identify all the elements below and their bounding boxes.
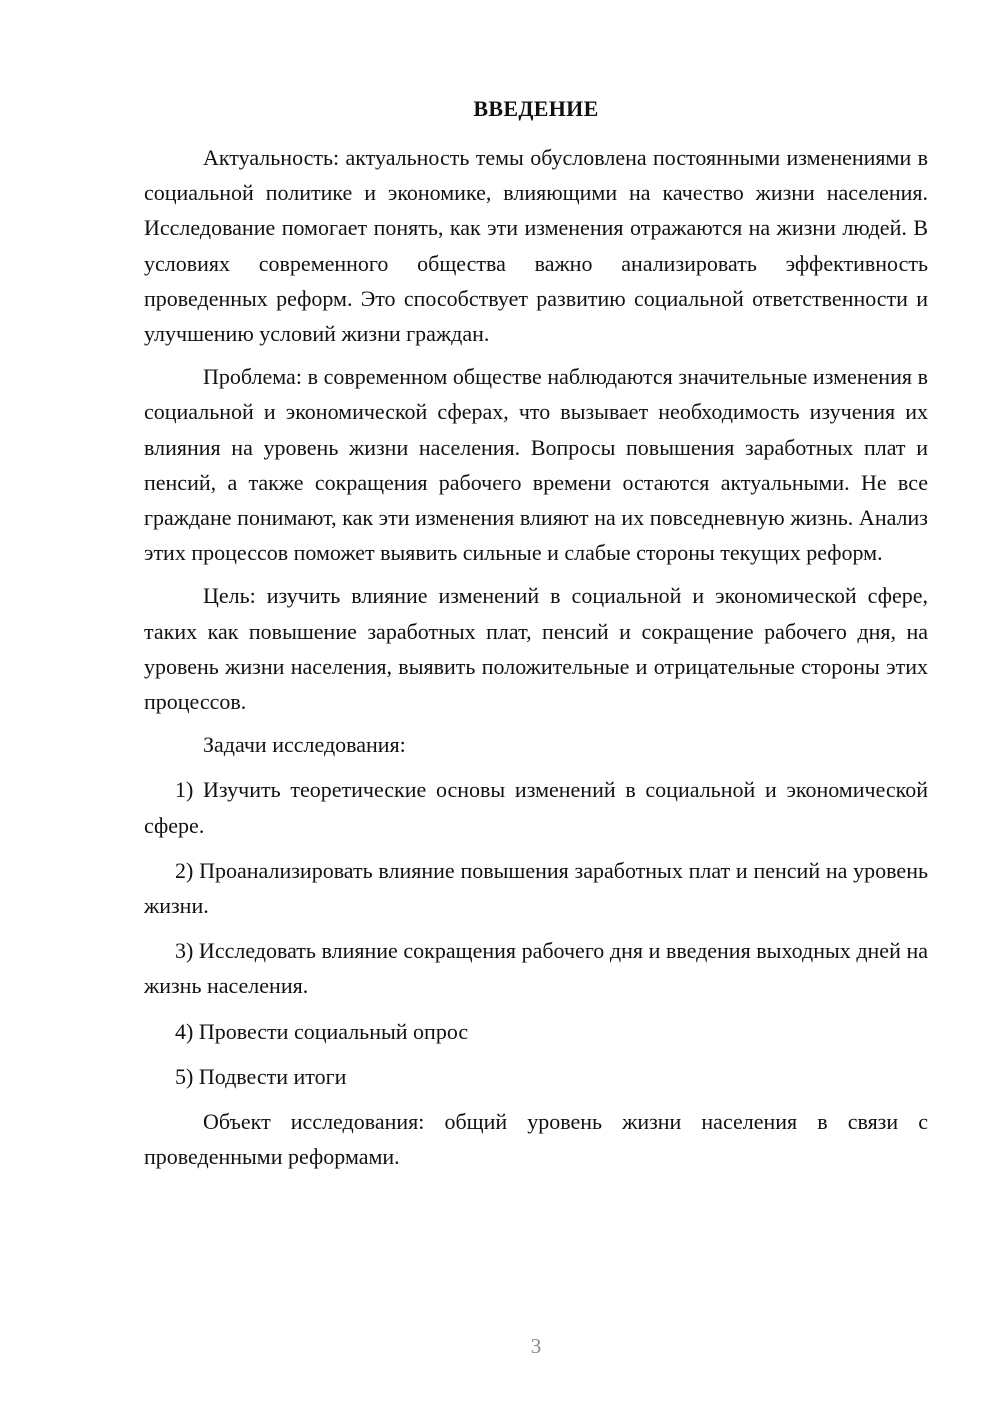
page-title: ВВЕДЕНИЕ (473, 96, 599, 121)
paragraph-goal: Цель: изучить влияние изменений в социальной и экономической сфере, таких как повышение заработных плат, пенсий и сокращение рабочего дня, на уровень жизни населения, выявить положительные и отрицательные стороны этих процессов. (144, 583, 928, 715)
page-number: 3 (530, 1334, 542, 1358)
task-item-1: 1) Изучить теоретические основы изменений в социальной и экономической сфере. (144, 777, 928, 838)
document-body (144, 89, 928, 1182)
task-item-3: 3) Исследовать влияние сокращения рабочего дня и введения выходных дней на жизнь населения. (144, 938, 928, 999)
paragraph-relevance: Актуальность: актуальность темы обусловлена постоянными изменениями в социальной политике и экономике, влияющими на качество жизни населения. Исследование помогает понять, как эти изменения отражаются на жизни людей. В условиях современного общества важно анализировать эффективность проведенных реформ. Это способствует развитию социальной ответственности и улучшению условий жизни граждан. (144, 145, 928, 347)
task-item-4: 4) Провести социальный опрос (175, 1018, 469, 1044)
task-item-5: 5) Подвести итоги (175, 1063, 347, 1089)
tasks-heading: Задачи исследования: (203, 732, 406, 758)
paragraph-object: Объект исследования: общий уровень жизни населения в связи с проведенными реформами. (144, 1109, 928, 1170)
paragraph-problem: Проблема: в современном обществе наблюдаются значительные изменения в социальной и экономической сферах, что вызывает необходимость изучения их влияния на уровень жизни населения. Вопросы повышения заработных плат и пенсий, а также сокращения рабочего времени остаются актуальными. Не все граждане понимают, как эти изменения влияют на их повседневную жизнь. Анализ этих процессов поможет выявить сильные и слабые стороны текущих реформ. (144, 364, 928, 566)
task-item-2: 2) Проанализировать влияние повышения заработных плат и пенсий на уровень жизни. (144, 857, 928, 919)
